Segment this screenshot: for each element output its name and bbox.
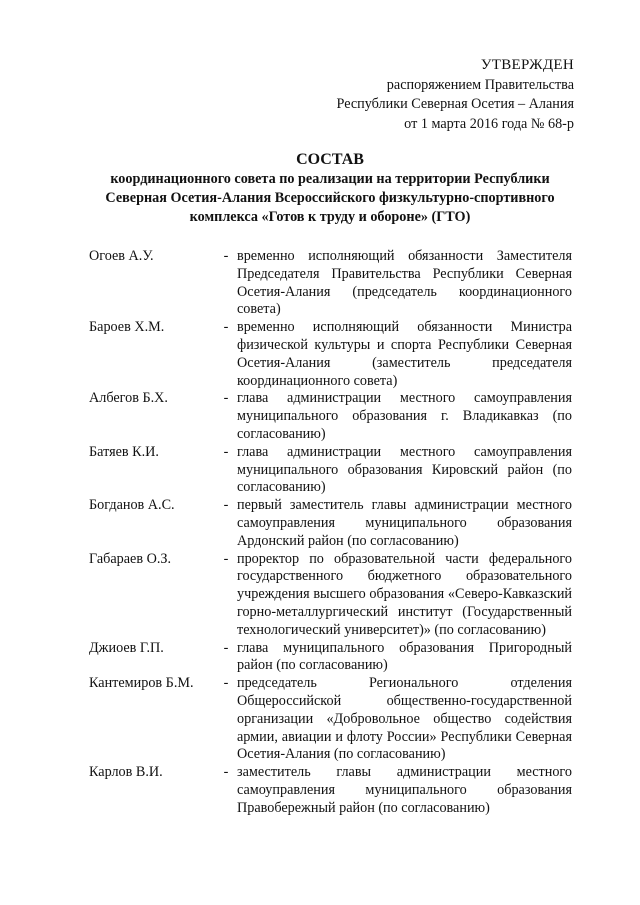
document-heading — [80, 150, 580, 227]
approval-title: УТВЕРЖДЕН — [480, 57, 574, 73]
member-dash: - — [223, 319, 229, 336]
member-row — [89, 319, 572, 390]
member-desc: глава администрации местного самоуправления муниципального образования Кировский район (по согласованию) — [237, 443, 572, 496]
member-name: Батяев К.И. — [89, 443, 159, 460]
member-name: Джиоев Г.П. — [89, 639, 164, 656]
member-dash: - — [223, 497, 229, 514]
member-dash: - — [223, 443, 229, 460]
member-desc: заместитель главы администрации местного самоуправления муниципального образования Правобережный район (по согласованию) — [237, 764, 572, 816]
approval-line-1: распоряжением Правительства — [386, 76, 574, 93]
member-desc: временно исполняющий обязанности Заместителя Председателя Правительства Республики Северная Осетия-Алания (председатель координационного совета) — [237, 248, 572, 318]
approval-line-3: от 1 марта 2016 года № 68-р — [404, 115, 574, 132]
member-dash: - — [223, 764, 229, 781]
member-desc: глава администрации местного самоуправления муниципального образования г. Владикавказ (по согласованию) — [237, 390, 572, 442]
member-row — [89, 497, 572, 550]
document-subtitle: координационного совета по реализации на территории Республики Северная Осетия-Алания Всероссийского физкультурно-спортивного комплекса «Готов к труду и обороне» (ГТО) — [105, 171, 555, 225]
member-row — [89, 390, 572, 443]
member-row — [89, 764, 572, 817]
members-list — [89, 248, 572, 818]
member-name: Албегов Б.Х. — [89, 390, 168, 407]
member-name: Огоев А.У. — [89, 248, 154, 264]
member-desc: глава муниципального образования Пригородный район (по согласованию) — [237, 639, 572, 674]
member-row — [89, 675, 572, 764]
member-desc: первый заместитель главы администрации местного самоуправления муниципального образования Ардонский район (по согласованию) — [237, 497, 572, 549]
member-row — [89, 444, 572, 497]
member-name: Габараев О.З. — [89, 550, 172, 567]
member-dash: - — [223, 248, 229, 264]
member-row — [89, 248, 572, 319]
member-desc: временно исполняющий обязанности Министра физической культуры и спорта Республики Северная Осетия-Алания (заместитель председателя координационного совета) — [237, 319, 572, 389]
approval-stamp — [337, 56, 574, 134]
member-desc: проректор по образовательной части федерального государственного бюджетного образовательного учреждения высшего образования «Северо-Кавказский горно-металлургический институт (Государственный технологический университет)» (по согласованию) — [237, 550, 572, 638]
member-dash: - — [223, 675, 229, 692]
member-dash: - — [223, 639, 229, 656]
member-name: Кантемиров Б.М. — [89, 675, 194, 692]
member-dash: - — [223, 550, 229, 567]
member-name: Богданов А.С. — [89, 497, 175, 514]
member-row — [89, 551, 572, 640]
member-name: Карлов В.И. — [89, 764, 163, 781]
member-name: Бароев Х.М. — [89, 319, 165, 336]
document-title: СОСТАВ — [296, 151, 364, 168]
approval-line-2: Республики Северная Осетия – Алания — [336, 96, 574, 112]
member-desc: председатель Регионального отделения Общероссийской общественно-государственной организации «Добровольное общество содействия армии, авиации и флоту России» Республики Северная Осетия-Алания (по согласованию) — [237, 675, 572, 763]
member-dash: - — [223, 390, 229, 407]
member-row — [89, 640, 572, 676]
